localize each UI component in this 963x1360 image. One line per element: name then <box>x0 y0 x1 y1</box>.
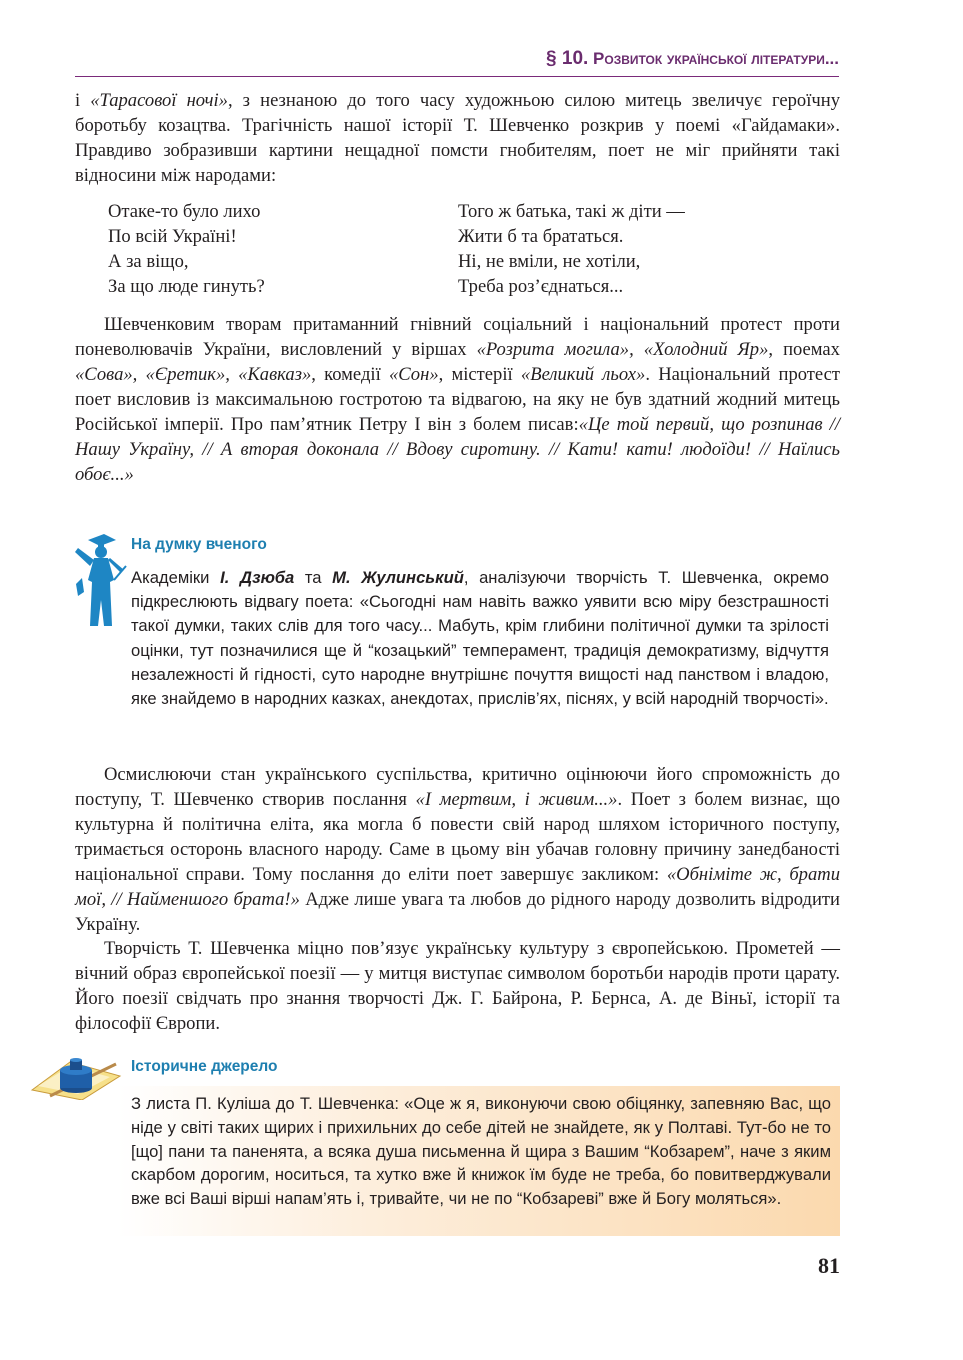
section-title: Розвиток української літератури... <box>593 49 839 68</box>
epistle-paragraph: Осмислюючи стан українського суспільства, критично оцінюючи його спроможність до поступу, Т. Шевченко створив послання «І мертвим, і живим...». Поет з болем визнає, що культурна й політична еліта, яка могла б повести свій народ шляхом історичного поступу, тримається осторонь власного народу. Саме в цьому він убачав головну причину занедбаності національної справи. Тому послання до еліти поет завершує закликом: «Обніміте ж, брати мої, // Найменшого брата!» Адже лише увага та любов до рідного народу дозволить відродити Україну. <box>75 764 840 935</box>
poem-left-column <box>108 199 458 299</box>
scholar-opinion-title: На думку вченого <box>131 536 267 553</box>
protest-paragraph: Шевченковим творам притаманний гнівний соціальний і національний протест проти поневолювачів України, висловлений у віршах «Розрита могила», «Холодний Яр», поемах «Сова», «Єретик», «Кавказ», комедії «Сон», містерії «Великий льох». Національний протест поет висловив із максимальною гостротою та відвагою, на яку не був здатний жодний митець Російської імперії. Про пам’ятник Петру І він з болем писав:«Це той первий, що розпинав // Нашу Україну, // А вторая доконала // Вдову сиротину. // Кати! кати! людоїди! // Наїлись обоє...» <box>75 314 841 485</box>
historical-source-title: Історичне джерело <box>131 1058 278 1075</box>
running-header <box>75 48 839 77</box>
scholar-opinion-text: Академіки І. Дзюба та М. Жулинський, аналізуючи творчість Т. Шевченка, окремо підкреслюють відвагу поета: «Сьогодні нам навіть важко уявити всю міру безстрашності такої думки, таких слів для того часу... Мабуть, крім глибини політичної думки та зрілості оцінки, тут позначилися ще й “козацький” темперамент, традиція демократизму, відчуття незалежності й гідності, суто народне внутрішнє почуття вищості над панством і владою, яке знайдемо в народних казках, анекдотах, прислів’ях, піснях, у всій народній творчості». <box>131 568 829 709</box>
poem-right-column <box>458 199 808 299</box>
european-paragraph: Творчість Т. Шевченка міцно пов’язує українську культуру з європейською. Прометей — вічний образ європейської поезії — у митця виступає символом боротьби народів проти царату. Його поезії свідчать про знання творчості Дж. Г. Байрона, Р. Бернса, А. де Віньї, історії та філософії Європи. <box>75 938 840 1034</box>
intro-paragraph: і «Тарасової ночі», з незнаною до того часу художньою силою митець звеличує героїчну боротьбу козацтва. Трагічність нашої історії Т. Шевченко розкрив у поемі «Гайдамаки». Правдиво зобразивши картини нещадної помсти гнобителям, поет не міг прийняти такі відносини між народами: <box>75 90 840 186</box>
poem-line: За що люде гинуть? <box>108 276 265 297</box>
historical-source-text: З листа П. Куліша до Т. Шевченка: «Оце ж я, виконуючи свою обіцянку, запевняю Вас, що ніде у світі таких щирих і прихильних до себе дітей не знайдете, як у Полтаві. Тут-бо не то [що] пани та паненята, а всяка душа письменна й щира з Вашим “Кобзарем”, наче з яким скарбом дорогим, носиться, та хутко вже й книжок їм буде не треба, бо повитверджували вже всі Ваші вірші напам’ять і, тривайте, чи не по “Кобзареві” вже й Богу моляться». <box>131 1094 831 1209</box>
poem-line: Отаке-то було лихо <box>108 201 261 222</box>
scholar-figure-icon <box>70 530 130 630</box>
poem-quote <box>108 199 808 299</box>
poem-line: Того ж батька, такі ж діти — <box>458 201 685 222</box>
inkwell-quill-icon <box>30 1050 122 1100</box>
section-number: § 10. <box>546 48 589 69</box>
page-number: 81 <box>818 1253 840 1278</box>
poem-line: Треба роз’єднаться... <box>458 276 624 297</box>
poem-line: А за віщо, <box>108 251 189 272</box>
poem-line: Жити б та брататься. <box>458 226 624 247</box>
poem-line: Ні, не вміли, не хотіли, <box>458 251 641 272</box>
poem-line: По всій Україні! <box>108 226 237 247</box>
